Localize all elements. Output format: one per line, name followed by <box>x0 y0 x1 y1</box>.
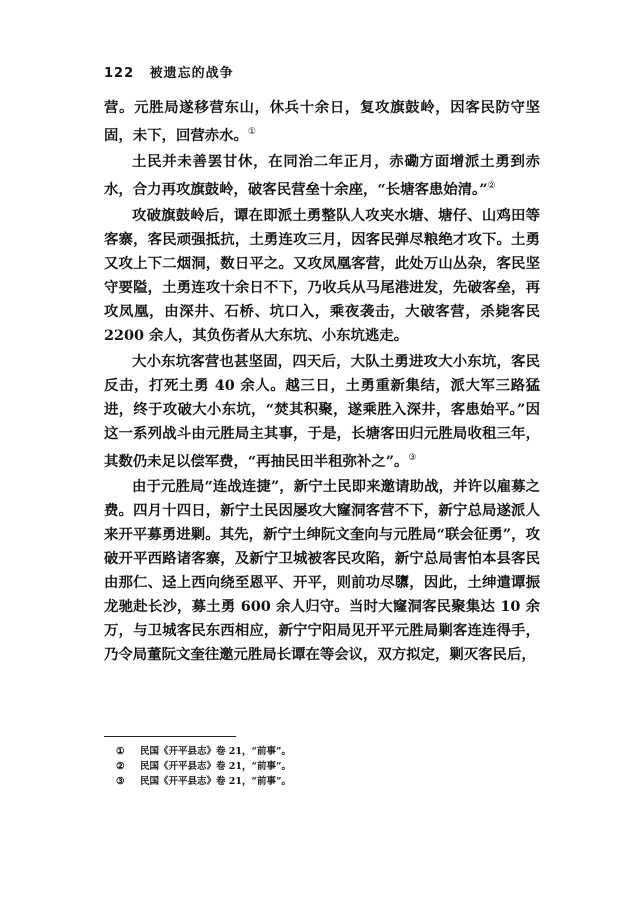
footnote-ref: ① <box>247 127 256 137</box>
paragraph: 土民并未善罢甘休，在同治二年正月，赤磡方面增派土勇到赤水，合力再攻旗鼓岭，破客民营垒十余座，“长塘客患始清。”② <box>104 152 540 198</box>
footnote: ② 民国《开平县志》卷 21，“前事”。 <box>116 761 291 772</box>
footnote-ref: ③ <box>408 452 417 463</box>
page-number: 122 <box>104 66 135 81</box>
body-text <box>104 96 540 669</box>
paragraph: 大小东坑客营也甚坚固，四天后，大队土勇进攻大小东坑，客民反击，打死土勇 40 余人。越三日，土勇重新集结，派大军三路猛进，终于攻破大小东坑，“焚其积聚，遂乘胜入深井，客患始平。”因这一系列战斗由元胜局主其事，于是，长塘客田归元胜局收租三年，其数仍未足以偿军费，“再抽民田半租弥补之”。③ <box>104 352 540 470</box>
paragraph: 营。元胜局遂移营东山，休兵十余日，复攻旗鼓岭，因客民防守坚固，未下，回营赤水。① <box>104 99 540 144</box>
footnotes <box>116 744 291 789</box>
book-title: 被遗忘的战争 <box>149 66 234 81</box>
running-header <box>104 62 234 81</box>
paragraph: 由于元胜局“连战连捷”，新宁土民即来邀请助战，并许以雇募之费。四月十四日，新宁土民因屡攻大窿洞客营不下，新宁总局遂派人来开平募勇进剿。其先，新宁土绅阮文奎向与元胜局“联会征勇”，攻破开平西路诸客寨，及新宁卫城被客民攻陷，新宁总局害怕本县客民由那仁、迳上西向绕至恩平、开平，则前功尽隳，因此，土绅遣谭振龙驰赴长沙，募土勇 600 余人归守。当时大窿洞客民聚集达 10 余万，与卫城客民东西相应，新宁宁阳局见开平元胜局剿客连连得手，乃令局董阮文奎往邀元胜局长谭在等会议，双方拟定，剿灭客民后， <box>104 478 540 664</box>
paragraph: 攻破旗鼓岭后，谭在即派土勇整队人攻夹水塘、塘仔、山鸡田等客寨，客民顽强抵抗，土勇连攻三月，因客民弹尽粮绝才攻下。土勇又攻上下二烟洞，数日平之。又攻凤凰客营，此处万山丛杂，客民坚守要隘，土勇连攻十余日不下，乃收兵从马尾港进发，先破客垒，再攻凤凰，由深井、石桥、坑口入，乘夜袭击，大破客营，杀毙客民 2200 余人，其负伤者从大东坑、小东坑逃走。 <box>104 206 540 344</box>
footnote-divider <box>104 736 236 737</box>
footnote: ③ 民国《开平县志》卷 21，“前事”。 <box>116 776 291 787</box>
footnote-ref: ② <box>487 180 496 191</box>
footnote: ① 民国《开平县志》卷 21，“前事”。 <box>116 746 291 757</box>
